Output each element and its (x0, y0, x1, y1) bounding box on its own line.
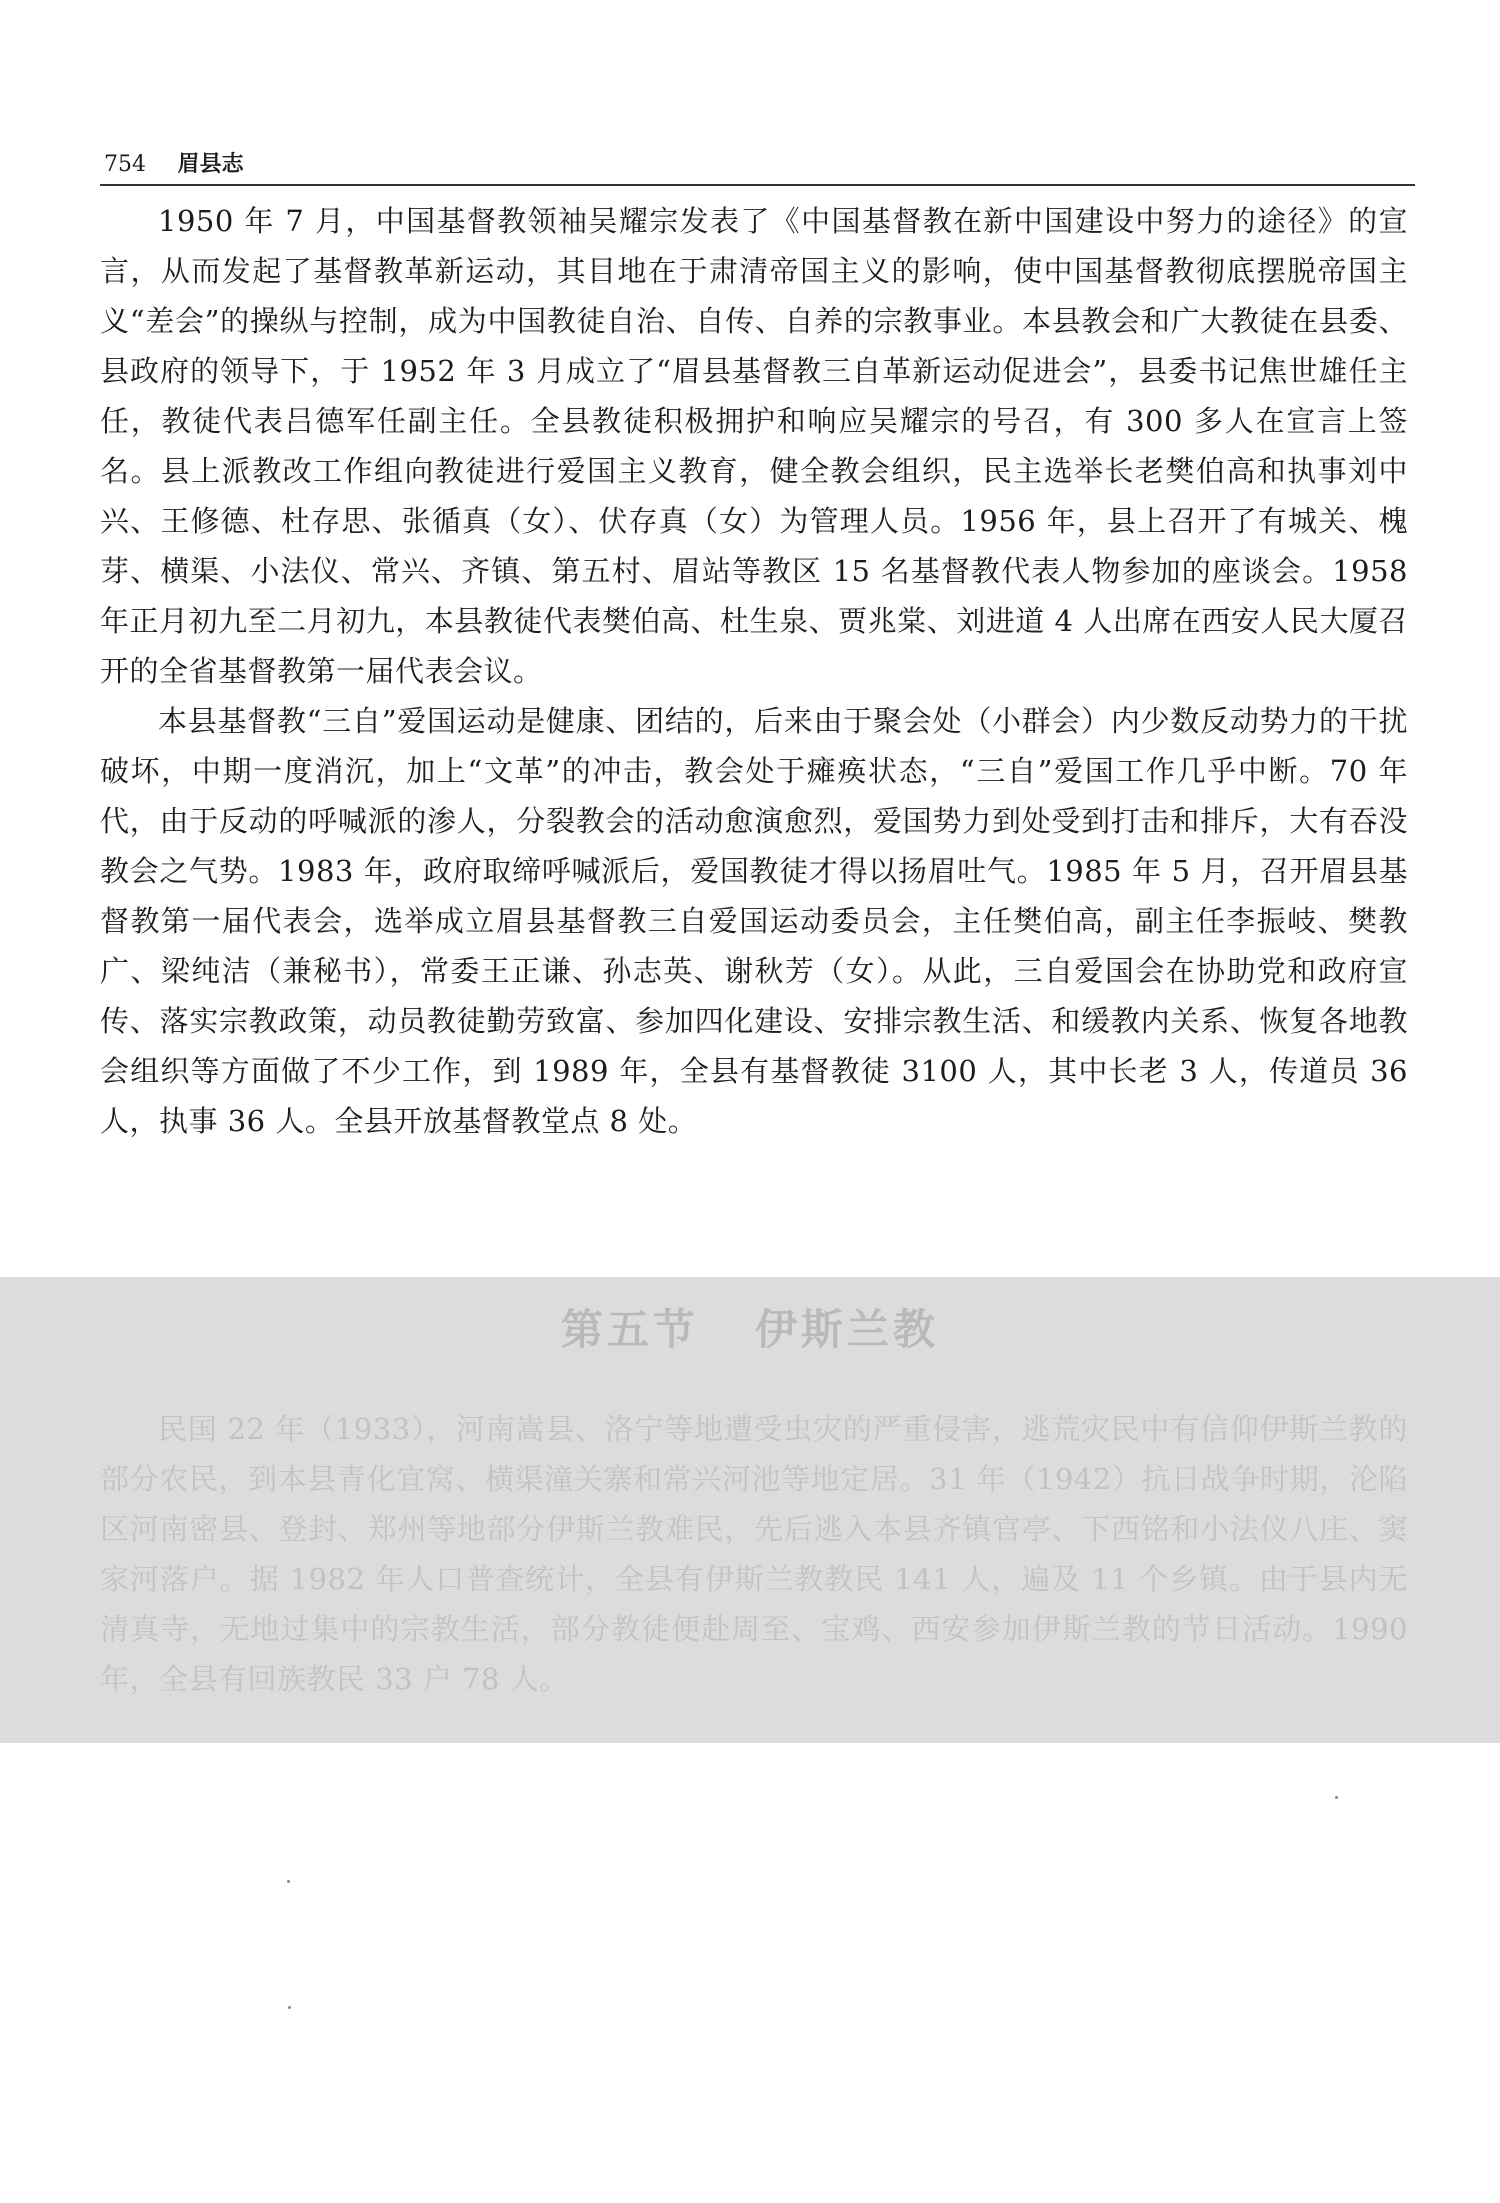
paragraph-islam: 民国 22 年（1933），河南嵩县、洛宁等地遭受虫灾的严重侵害，逃荒灾民中有信仰伊斯兰教的部分农民，到本县青化宜窝、横渠潼关寨和常兴河池等地定居。31 年（1942）抗日战争时期，沦陷区河南密县、登封、郑州等地部分伊斯兰教难民，先后逃入本县齐镇官亭、下西铭和小法仪八庄、窦家河落户。据 1982 年人口普查统计，全县有伊斯兰教教民 141 人，遍及 11 个乡镇。由于县内无清真寺，无地过集中的宗教生活，部分教徒便赴周至、宝鸡、西安参加伊斯兰教的节日活动。1990 年，全县有回族教民 33 户 78 人。 (100, 1412, 1408, 1696)
section-heading (0, 1300, 1500, 1360)
header-rule (100, 184, 1415, 186)
section-body (100, 1404, 1408, 1704)
scan-speck (287, 1880, 290, 1883)
section-title: 伊斯兰教 (755, 1305, 940, 1354)
scan-speck (1335, 1796, 1338, 1799)
page-header (104, 148, 1414, 180)
scan-speck (288, 2006, 291, 2009)
paragraph-three-self-movement: 本县基督教“三自”爱国运动是健康、团结的，后来由于聚会处（小群会）内少数反动势力的干扰破坏，中期一度消沉，加上“文革”的冲击，教会处于瘫痪状态，“三自”爱国工作几乎中断。70 年代，由于反动的呼喊派的渗人，分裂教会的活动愈演愈烈，爱国势力到处受到打击和排斥，大有吞没教会之气势。1983 年，政府取缔呼喊派后，爱国教徒才得以扬眉吐气。1985 年 5 月，召开眉县基督教第一届代表会，选举成立眉县基督教三自爱国运动委员会，主任樊伯高，副主任李振岐、樊教广、梁纯洁（兼秘书），常委王正谦、孙志英、谢秋芳（女）。从此，三自爱国会在协助党和政府宣传、落实宗教政策，动员教徒勤劳致富、参加四化建设、安排宗教生活、和缓教内关系、恢复各地教会组织等方面做了不少工作，到 1989 年，全县有基督教徒 3100 人，其中长老 3 人，传道员 36 人，执事 36 人。全县开放基督教堂点 8 处。 (100, 704, 1408, 1138)
page-number: 754 (104, 152, 146, 177)
book-title: 眉县志 (177, 151, 244, 177)
main-text (100, 196, 1408, 1146)
section-number: 第五节 (560, 1305, 699, 1354)
paragraph-christianity-reform: 1950 年 7 月，中国基督教领袖吴耀宗发表了《中国基督教在新中国建设中努力的途径》的宣言，从而发起了基督教革新运动，其目地在于肃清帝国主义的影响，使中国基督教彻底摆脱帝国主义“差会”的操纵与控制，成为中国教徒自治、自传、自养的宗教事业。本县教会和广大教徒在县委、县政府的领导下，于 1952 年 3 月成立了“眉县基督教三自革新运动促进会”，县委书记焦世雄任主任，教徒代表吕德军任副主任。全县教徒积极拥护和响应吴耀宗的号召，有 300 多人在宣言上签名。县上派教改工作组向教徒进行爱国主义教育，健全教会组织，民主选举长老樊伯高和执事刘中兴、王修德、杜存思、张循真（女）、伏存真（女）为管理人员。1956 年，县上召开了有城关、槐芽、横渠、小法仪、常兴、齐镇、第五村、眉站等教区 15 名基督教代表人物参加的座谈会。1958 年正月初九至二月初九，本县教徒代表樊伯高、杜生泉、贾兆棠、刘进道 4 人出席在西安人民大厦召开的全省基督教第一届代表会议。 (100, 204, 1408, 688)
